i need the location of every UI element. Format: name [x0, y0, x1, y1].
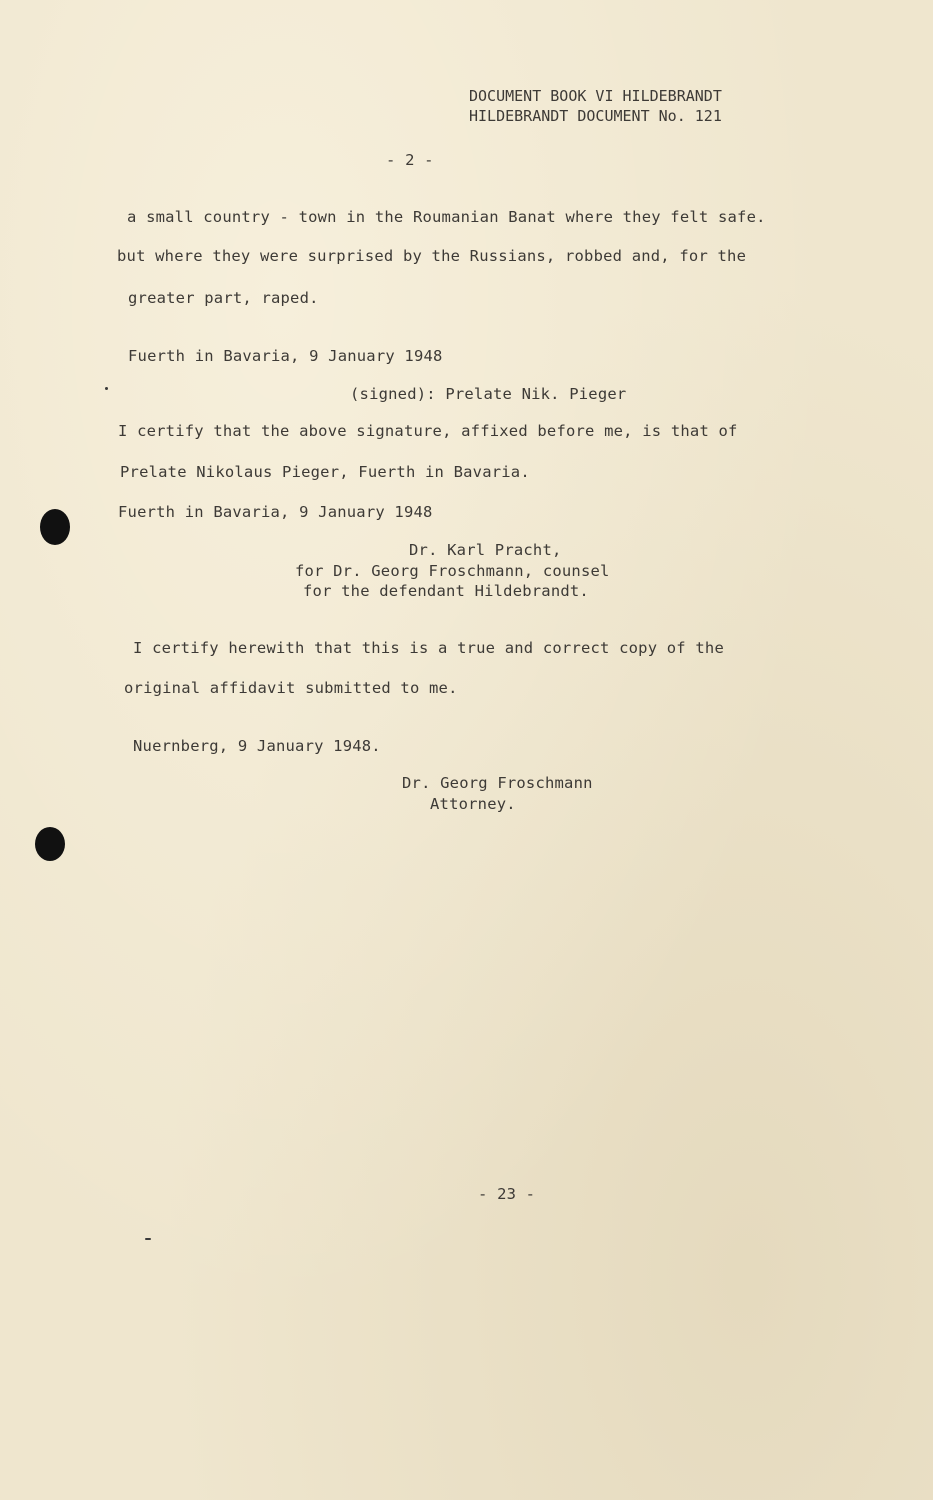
- certification-line: I certify that the above signature, affixed before me, is that of: [118, 422, 738, 440]
- signature-line: Dr. Karl Pracht,: [409, 541, 562, 559]
- body-line: a small country - town in the Roumanian Banat where they felt safe.: [127, 208, 766, 226]
- certification-line: Prelate Nikolaus Pieger, Fuerth in Bavaria.: [120, 463, 530, 481]
- certification-line: I certify herewith that this is a true and correct copy of the: [133, 639, 724, 657]
- document-header: [469, 86, 722, 126]
- header-line-document-number: HILDEBRANDT DOCUMENT No. 121: [469, 107, 722, 125]
- body-line: but where they were surprised by the Russians, robbed and, for the: [117, 247, 747, 265]
- place-date: Fuerth in Bavaria, 9 January 1948: [118, 503, 433, 521]
- signature-line: for the defendant Hildebrandt.: [303, 582, 589, 600]
- signature-line: Attorney.: [430, 795, 516, 813]
- signature-line: Dr. Georg Froschmann: [402, 774, 593, 792]
- punch-hole: [40, 509, 70, 545]
- certification-line: original affidavit submitted to me.: [124, 679, 458, 697]
- ink-speck: [105, 387, 108, 390]
- punch-hole: [35, 827, 65, 861]
- signed-line: (signed): Prelate Nik. Pieger: [350, 385, 627, 403]
- footer-page-number: - 23 -: [478, 1185, 536, 1203]
- place-date: Nuernberg, 9 January 1948.: [133, 737, 381, 755]
- page-number: - 2 -: [386, 151, 434, 169]
- place-date: Fuerth in Bavaria, 9 January 1948: [128, 347, 443, 365]
- body-line: greater part, raped.: [128, 289, 319, 307]
- header-line-book: DOCUMENT BOOK VI HILDEBRANDT: [469, 87, 722, 105]
- ink-speck: [145, 1238, 151, 1240]
- signature-line: for Dr. Georg Froschmann, counsel: [295, 562, 610, 580]
